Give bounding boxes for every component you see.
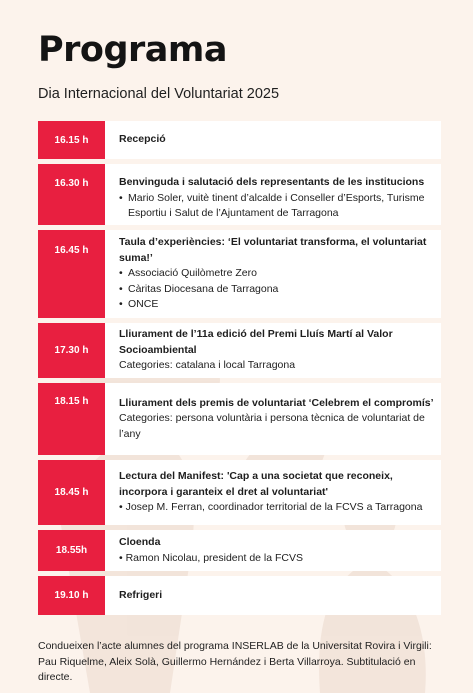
schedule-content xyxy=(105,576,441,615)
schedule-row xyxy=(38,530,441,571)
schedule-content xyxy=(105,460,441,525)
schedule-row xyxy=(38,576,441,615)
schedule-time: 16.15 h xyxy=(38,121,105,159)
schedule-time: 16.45 h xyxy=(38,230,105,318)
schedule-time: 17.30 h xyxy=(38,323,105,378)
schedule-time: 18.45 h xyxy=(38,460,105,525)
schedule-content xyxy=(105,121,441,159)
schedule-title: Lliurament dels premis de voluntariat ‘Celebrem el compromís’ xyxy=(119,396,434,409)
schedule-detail: • Josep M. Ferran, coordinador territorial de la FCVS a Tarragona xyxy=(119,501,423,514)
schedule-time: 19.10 h xyxy=(38,576,105,615)
schedule-content xyxy=(105,323,441,378)
schedule-row xyxy=(38,383,441,455)
schedule-detail: Categories: persona voluntària i persona tècnica de voluntariat de l’any xyxy=(119,412,425,440)
schedule-row xyxy=(38,323,441,378)
footer-note: Condueixen l’acte alumnes del programa INSERLAB de la Universitat Rovira i Virgili: Pau Riquelme, Aleix Solà, Guillermo Hernández i Berta Villarroya. Subtitulació en directe. xyxy=(38,640,432,683)
schedule-list xyxy=(38,121,441,620)
schedule-bullet: • Càritas Diocesana de Tarragona xyxy=(119,282,435,298)
schedule-content xyxy=(105,164,441,225)
schedule-bullet: • Associació Quilòmetre Zero xyxy=(119,266,435,282)
schedule-content xyxy=(105,530,441,571)
schedule-title: Benvinguda i salutació dels representants de les institucions xyxy=(119,176,425,188)
schedule-title: Lliurament de l’11a edició del Premi Lluís Martí al Valor Socioambiental xyxy=(119,328,393,356)
schedule-title: Recepció xyxy=(119,133,166,146)
schedule-title: Lectura del Manifest: 'Cap a una societat que reconeix, incorpora i garanteix el dret al voluntariat' xyxy=(119,470,393,498)
schedule-time: 16.30 h xyxy=(38,164,105,225)
schedule-detail: • Ramon Nicolau, president de la FCVS xyxy=(119,551,304,564)
schedule-time: 18.55h xyxy=(38,530,105,571)
schedule-row xyxy=(38,121,441,159)
schedule-title: Cloenda xyxy=(119,536,161,548)
schedule-row xyxy=(38,460,441,525)
schedule-time: 18.15 h xyxy=(38,383,105,455)
schedule-row xyxy=(38,164,441,225)
schedule-bullet: • Mario Soler, vuitè tinent d’alcalde i Conseller d’Esports, Turisme Esportiu i Salut de l’Ajuntament de Tarragona xyxy=(119,191,435,222)
schedule-title: Taula d’experiències: ‘El voluntariat transforma, el voluntariat suma!’ xyxy=(119,236,427,264)
schedule-bullet: • ONCE xyxy=(119,297,435,313)
schedule-row xyxy=(38,230,441,318)
schedule-detail: Categories: catalana i local Tarragona xyxy=(119,359,296,372)
page-title: Programa xyxy=(38,30,227,70)
page-subtitle: Dia Internacional del Voluntariat 2025 xyxy=(38,86,280,102)
schedule-title: Refrigeri xyxy=(119,588,163,601)
schedule-content xyxy=(105,230,441,318)
schedule-content xyxy=(105,383,441,455)
